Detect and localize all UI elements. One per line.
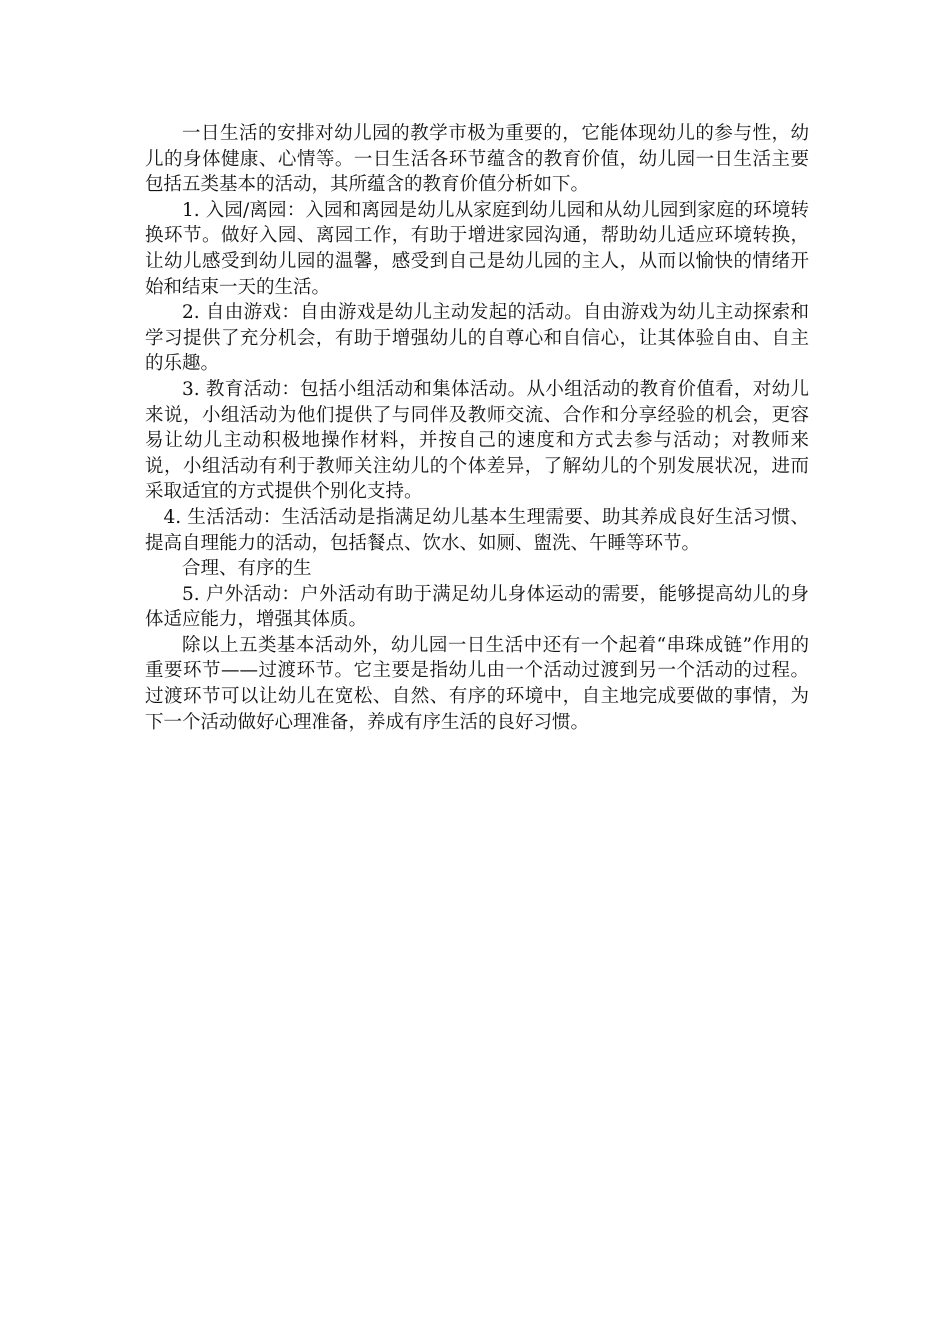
paragraph-item-2-free-play: 2. 自由游戏：自由游戏是幼儿主动发起的活动。自由游戏为幼儿主动探索和学习提供了充分机会，有助于增强幼儿的自尊心和自信心，让其体验自由、自主的乐趣。	[145, 302, 809, 375]
paragraph-item-5-outdoor: 5. 户外活动：户外活动有助于满足幼儿身体运动的需要，能够提高幼儿的身体适应能力，增强其体质。	[145, 583, 809, 631]
paragraph-transition: 除以上五类基本活动外，幼儿园一日生活中还有一个起着“串珠成链”作用的重要环节——过渡环节。它主要是指幼儿由一个活动过渡到另一个活动的过程。过渡环节可以让幼儿在宽松、自然、有序的环境中，自主地完成要做的事情，为下一个活动做好心理准备，养成有序生活的良好习惯。	[145, 634, 809, 733]
paragraph-item-1-arrival-departure: 1. 入园/离园：入园和离园是幼儿从家庭到幼儿园和从幼儿园到家庭的环境转换环节。做好入园、离园工作，有助于增进家园沟通，帮助幼儿适应环境转换，让幼儿感受到幼儿园的温馨，感受到自己是幼儿园的主人，从而以愉快的情绪开始和结束一天的生活。	[145, 199, 809, 298]
paragraph-item-4-daily-living: 4. 生活活动：生活活动是指满足幼儿基本生理需要、助其养成良好生活习惯、提高自理能力的活动，包括餐点、饮水、如厕、盥洗、午睡等环节。	[145, 506, 809, 554]
document-body	[145, 121, 809, 735]
paragraph-fragment: 合理、有序的生	[182, 558, 312, 580]
paragraph-intro: 一日生活的安排对幼儿园的教学市极为重要的，它能体现幼儿的参与性，幼儿的身体健康、心情等。一日生活各环节蕴含的教育价值，幼儿园一日生活主要包括五类基本的活动，其所蕴含的教育价值分析如下。	[145, 123, 809, 196]
paragraph-item-3-education-activity: 3. 教育活动：包括小组活动和集体活动。从小组活动的教育价值看，对幼儿来说，小组活动为他们提供了与同伴及教师交流、合作和分享经验的机会，更容易让幼儿主动积极地操作材料，并按自己的速度和方式去参与活动；对教师来说，小组活动有利于教师关注幼儿的个体差异，了解幼儿的个别发展状况，进而采取适宜的方式提供个别化支持。	[145, 378, 809, 503]
